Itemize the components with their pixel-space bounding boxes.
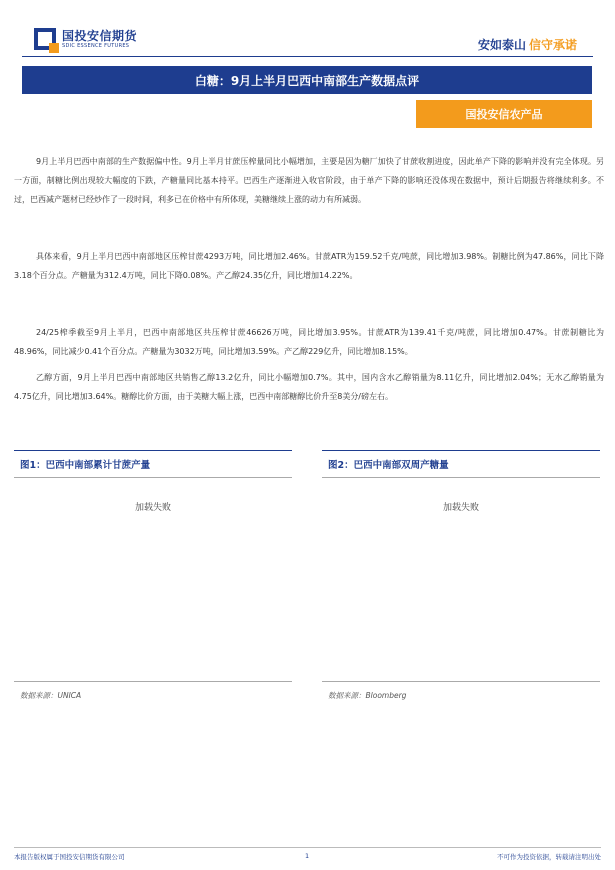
figure1-image-placeholder: 加载失败 [134, 503, 171, 513]
header-divider [22, 56, 593, 57]
footer-disclaimer: 不可作为投资依据，转载请注明出处 [497, 853, 601, 861]
figure2-image-placeholder: 加载失败 [442, 503, 479, 513]
figure2-top-divider [322, 450, 600, 451]
footer-divider [14, 847, 601, 848]
slogan-part1: 安如泰山 [477, 38, 526, 52]
body-paragraph-summary: 9月上半月巴西中南部的生产数据偏中性。9月上半月甘蔗压榨量同比小幅增加，主要是因为糖厂加快了甘蔗收割进度，因此单产下降的影响并没有完全体现。另一方面，制糖比例出现较大幅度的下跌，产糖量同比基本持平。巴西生产逐渐进入收官阶段，由于单产下降的影响还没体现在数据中，预计后期报告将继续利多。不过，巴西减产题材已经炒作了一段时间，利多已在价格中有所体现，美糖继续上涨的动力有所减弱。 [14, 157, 604, 204]
slogan [478, 36, 577, 53]
report-title: 白糖：9月上半月巴西中南部生产数据点评 [22, 66, 592, 94]
body-paragraph-ethanol: 乙醇方面，9月上半月巴西中南部地区共销售乙醇13.2亿升，同比小幅增加0.7%。其中，国内含水乙醇销量为8.11亿升，同比增加2.04%；无水乙醇销量为4.75亿升，同比增加3.64%。糖醇比价方面，由于美糖大幅上涨，巴西中南部糖醇比价升至8美分/磅左右。 [14, 373, 604, 401]
logo-name-en: SDIC ESSENCE FUTURES [62, 42, 130, 49]
footer-copyright: 本报告版权属于国投安信期货有限公司 [14, 853, 125, 861]
figure2-bottom-divider [322, 681, 600, 682]
figure1-bottom-divider [14, 681, 292, 682]
body-paragraph-details: 具体来看，9月上半月巴西中南部地区压榨甘蔗4293万吨，同比增加2.46%。甘蔗ATR为159.52千克/吨蔗，同比增加3.98%。制糖比例为47.86%，同比下降3.18个百分点。产糖量为312.4万吨，同比下降0.08%。产乙醇24.35亿升，同比增加14.22%。 [14, 252, 604, 280]
figure1-top-divider [14, 450, 292, 451]
figure2-title: 图2：巴西中南部双周产糖量 [328, 460, 449, 471]
figure1-title: 图1：巴西中南部累计甘蔗产量 [20, 460, 151, 471]
figure2-source: 数据来源：Bloomberg [328, 691, 407, 700]
figure1-source: 数据来源：UNICA [20, 691, 82, 700]
body-paragraph-season: 24/25榨季截至9月上半月，巴西中南部地区共压榨甘蔗46626万吨，同比增加3.95%。甘蔗ATR为139.41千克/吨蔗，同比增加0.47%。甘蔗制糖比为48.96%，同比减少0.41个百分点。产糖量为3032万吨，同比增加3.59%。产乙醇229亿升，同比增加8.15%。 [14, 328, 604, 356]
department-tag: 国投安信农产品 [416, 100, 592, 128]
figure1-title-divider [14, 477, 292, 478]
figure2-title-divider [322, 477, 600, 478]
logo-name-cn: 国投安信期货 [62, 28, 138, 43]
slogan-part2: 信守承诺 [528, 38, 577, 52]
logo-icon [34, 28, 56, 50]
page-number: 1 [305, 852, 310, 860]
company-logo [34, 28, 137, 50]
